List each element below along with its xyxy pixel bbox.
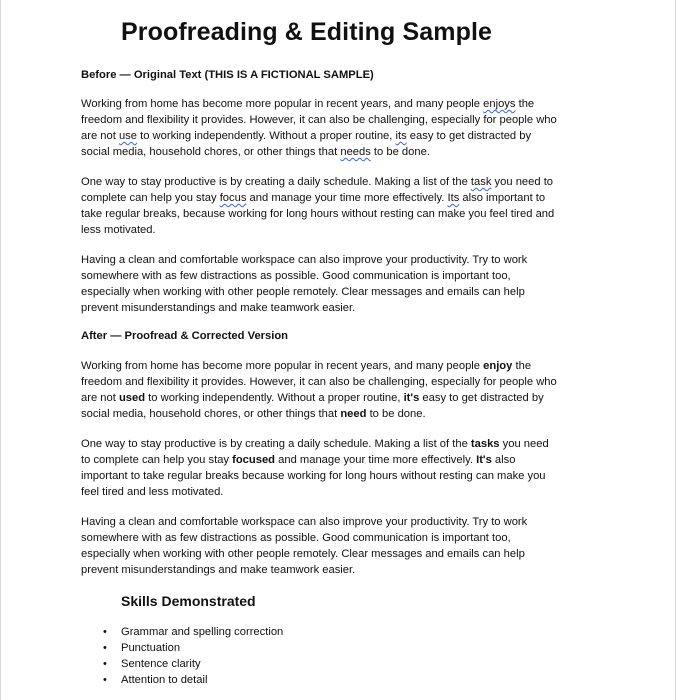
after-paragraph-1	[81, 358, 601, 422]
skill-label: Sentence clarity	[121, 658, 201, 670]
skill-label: Attention to detail	[121, 674, 208, 686]
bullet-icon: •	[103, 658, 107, 670]
text-line: One way to stay productive is by creating a daily schedule. Making a list of the tasks you need	[81, 438, 549, 450]
text-line: freedom and flexibility it provides. However, it can also be challenging, especially for people who	[81, 114, 557, 126]
text-line: prevent misunderstandings and make teamwork easier.	[81, 564, 356, 576]
corrected-word: enjoy	[483, 360, 513, 372]
text-line: take regular breaks, because working for long hours without resting can make you feel tired and	[81, 208, 555, 220]
text-line: are not used to working independently. Without a proper routine, it's easy to get distracted by	[81, 392, 544, 404]
page-title: Proofreading & Editing Sample	[121, 18, 492, 46]
text-line: Having a clean and comfortable workspace can also improve your productivity. Try to work	[81, 254, 528, 266]
skill-item	[101, 640, 283, 656]
corrected-word: it's	[403, 392, 420, 404]
spelling-flag: Its	[447, 192, 460, 204]
text-line: somewhere with as few distractions as possible. Good communication is important too,	[81, 270, 511, 282]
text-line: Having a clean and comfortable workspace can also improve your productivity. Try to work	[81, 516, 528, 528]
corrected-word: focused	[232, 454, 276, 466]
text-line: are not use to working independently. Without a proper routine, its easy to get distracted by	[81, 130, 532, 142]
text-line: social media, household chores, or other things that need to be done.	[81, 408, 426, 420]
text-line: Working from home has become more popular in recent years, and many people enjoys the	[81, 98, 535, 110]
text-line: somewhere with as few distractions as possible. Good communication is important too,	[81, 532, 511, 544]
skills-heading: Skills Demonstrated	[121, 593, 256, 609]
text-line: especially when working with other people remotely. Clear messages and emails can help	[81, 286, 525, 298]
before-paragraph-3	[81, 252, 601, 316]
skill-item	[101, 672, 283, 688]
corrected-word: used	[118, 392, 146, 404]
skill-item	[101, 624, 283, 640]
text-line: less motivated.	[81, 224, 156, 236]
text-line: feel tired and less motivated.	[81, 486, 224, 498]
text-line: Working from home has become more popular in recent years, and many people enjoy the	[81, 360, 532, 372]
after-paragraph-2	[81, 436, 601, 500]
before-paragraph-1	[81, 96, 601, 160]
spelling-flag: task	[470, 176, 492, 188]
text-line: complete can help you stay focus and manage your time more effectively. Its also important to	[81, 192, 546, 204]
spelling-flag: needs	[340, 146, 371, 158]
corrected-word: tasks	[470, 438, 500, 450]
before-paragraph-2	[81, 174, 601, 238]
corrected-word: need	[340, 408, 367, 420]
skill-label: Punctuation	[121, 642, 181, 654]
skill-label: Grammar and spelling correction	[121, 626, 284, 638]
spelling-flag: focus	[219, 192, 247, 204]
before-heading: Before — Original Text (THIS IS A FICTIONAL SAMPLE)	[81, 69, 374, 81]
text-line: to complete can help you stay focused and manage your time more effectively. It's also	[81, 454, 516, 466]
corrected-word: It's	[476, 454, 492, 466]
after-paragraph-3	[81, 514, 601, 578]
text-line: freedom and flexibility it provides. However, it can also be challenging, especially for people who	[81, 376, 557, 388]
spelling-flag: its	[395, 130, 407, 142]
text-line: social media, household chores, or other things that needs to be done.	[81, 146, 430, 158]
bullet-icon: •	[103, 626, 107, 638]
skill-item	[101, 656, 283, 672]
skills-list	[101, 624, 283, 688]
text-line: One way to stay productive is by creating a daily schedule. Making a list of the task you need to	[81, 176, 554, 188]
text-line: prevent misunderstandings and make teamwork easier.	[81, 302, 356, 314]
spelling-flag: enjoys	[483, 98, 516, 110]
bullet-icon: •	[103, 674, 107, 686]
text-line: especially when working with other people remotely. Clear messages and emails can help	[81, 548, 525, 560]
text-line: important to take regular breaks because working for long hours without resting can make you	[81, 470, 546, 482]
bullet-icon: •	[103, 642, 107, 654]
spelling-flag: use	[118, 130, 137, 142]
after-heading: After — Proofread & Corrected Version	[81, 330, 289, 342]
